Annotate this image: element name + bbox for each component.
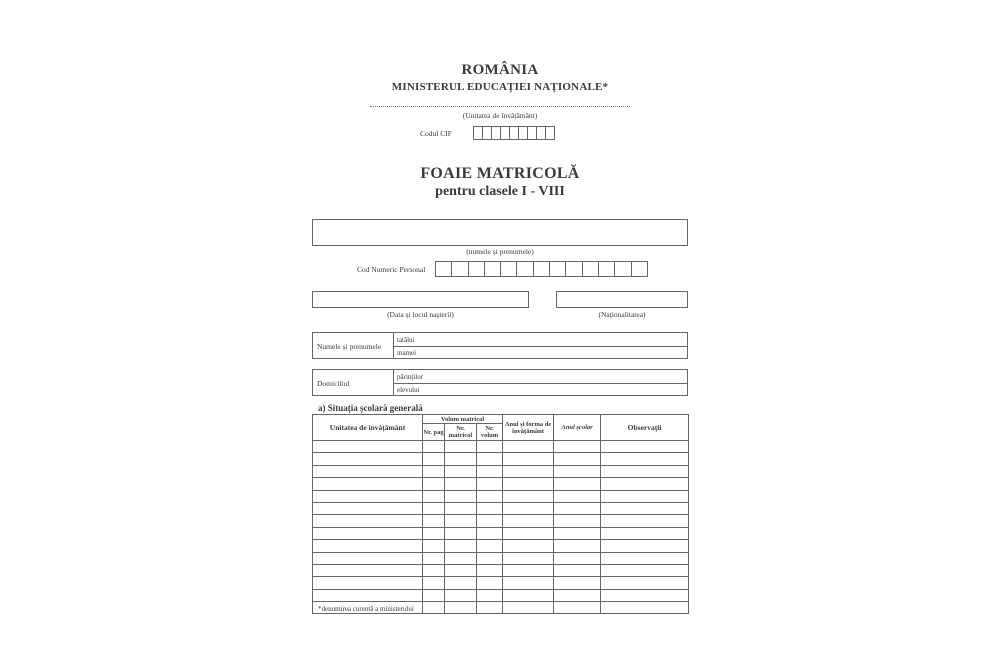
table-cell[interactable]	[601, 589, 689, 601]
table-cell[interactable]	[313, 577, 423, 589]
cnp-digit-box[interactable]	[516, 261, 533, 277]
table-cell[interactable]	[601, 527, 689, 539]
table-cell[interactable]	[601, 502, 689, 514]
country-heading: ROMÂNIA	[461, 62, 539, 78]
cnp-digit-box[interactable]	[435, 261, 452, 277]
table-cell[interactable]	[554, 589, 601, 601]
table-cell[interactable]	[477, 490, 503, 502]
col-register-header: Nr. matricol	[445, 424, 477, 441]
table-cell[interactable]	[423, 564, 445, 576]
table-cell[interactable]	[554, 577, 601, 589]
table-row	[313, 441, 689, 453]
table-cell[interactable]	[477, 564, 503, 576]
cnp-digit-box[interactable]	[598, 261, 615, 277]
col-page-header: Nr. pag	[423, 424, 445, 441]
table-cell[interactable]	[313, 490, 423, 502]
cnp-digit-box[interactable]	[565, 261, 582, 277]
table-cell[interactable]	[445, 465, 477, 477]
table-cell[interactable]	[313, 441, 423, 453]
table-cell[interactable]	[477, 453, 503, 465]
table-cell[interactable]	[601, 441, 689, 453]
cnp-digit-box[interactable]	[533, 261, 550, 277]
table-cell[interactable]	[445, 589, 477, 601]
table-row	[313, 515, 689, 527]
table-cell[interactable]	[423, 589, 445, 601]
table-cell[interactable]	[477, 602, 503, 614]
table-cell[interactable]	[445, 515, 477, 527]
student-name-field[interactable]	[312, 219, 688, 246]
table-cell[interactable]	[423, 577, 445, 589]
table-cell[interactable]	[601, 552, 689, 564]
table-cell[interactable]	[601, 577, 689, 589]
table-cell[interactable]	[477, 577, 503, 589]
table-cell[interactable]	[503, 540, 554, 552]
table-cell[interactable]	[423, 478, 445, 490]
table-cell[interactable]	[503, 478, 554, 490]
table-cell[interactable]	[313, 564, 423, 576]
school-situation-body	[313, 441, 689, 614]
nationality-caption: (Naționalitatea)	[598, 310, 646, 319]
table-cell[interactable]	[477, 552, 503, 564]
table-cell[interactable]	[313, 589, 423, 601]
cnp-digit-box[interactable]	[451, 261, 468, 277]
table-cell[interactable]	[554, 552, 601, 564]
table-cell[interactable]	[313, 552, 423, 564]
table-cell[interactable]	[503, 527, 554, 539]
student-domicile-field[interactable]: elevului	[397, 386, 420, 394]
col-volume-group-header: Volum matricol	[423, 415, 503, 424]
cnp-digit-box[interactable]	[631, 261, 648, 277]
student-name-caption: (numele și prenumele)	[466, 247, 534, 256]
parents-divider-h	[393, 346, 687, 347]
cif-boxes	[474, 126, 555, 140]
table-cell[interactable]	[423, 465, 445, 477]
cnp-digit-box[interactable]	[582, 261, 599, 277]
father-field[interactable]: tatălui	[397, 336, 415, 344]
cnp-digit-box[interactable]	[484, 261, 501, 277]
table-cell[interactable]	[601, 602, 689, 614]
parents-name-table	[312, 332, 688, 359]
table-cell[interactable]	[445, 552, 477, 564]
table-cell[interactable]	[445, 540, 477, 552]
table-row	[313, 527, 689, 539]
document-title: FOAIE MATRICOLĂ	[420, 165, 580, 182]
table-cell[interactable]	[477, 478, 503, 490]
table-cell[interactable]	[423, 602, 445, 614]
domicile-divider-h	[393, 383, 687, 384]
school-situation-table	[312, 414, 689, 614]
table-cell[interactable]	[554, 540, 601, 552]
table-cell[interactable]	[445, 564, 477, 576]
table-cell[interactable]	[445, 502, 477, 514]
table-cell[interactable]	[445, 577, 477, 589]
table-cell[interactable]	[503, 602, 554, 614]
cnp-digit-box[interactable]	[500, 261, 517, 277]
table-cell[interactable]	[503, 453, 554, 465]
cif-label: Codul CIF	[420, 129, 452, 138]
table-row	[313, 540, 689, 552]
mother-field[interactable]: mamei	[397, 349, 417, 357]
cnp-boxes	[436, 261, 648, 277]
table-cell[interactable]	[477, 540, 503, 552]
domicile-label: Domiciliul	[317, 379, 350, 388]
table-cell[interactable]	[313, 465, 423, 477]
table-cell[interactable]	[503, 465, 554, 477]
table-cell[interactable]	[554, 465, 601, 477]
table-cell[interactable]	[503, 515, 554, 527]
table-cell[interactable]	[445, 478, 477, 490]
table-cell[interactable]	[423, 552, 445, 564]
cnp-digit-box[interactable]	[614, 261, 631, 277]
table-row	[313, 478, 689, 490]
table-cell[interactable]	[554, 478, 601, 490]
table-row	[313, 453, 689, 465]
table-cell[interactable]	[554, 602, 601, 614]
table-cell[interactable]	[554, 502, 601, 514]
cnp-digit-box[interactable]	[468, 261, 485, 277]
cnp-label: Cod Numeric Personal	[357, 265, 426, 274]
school-unit-dotted-field[interactable]	[370, 106, 630, 107]
table-cell[interactable]	[313, 478, 423, 490]
table-cell[interactable]	[554, 564, 601, 576]
col-notes-header: Observații	[601, 415, 689, 441]
table-cell[interactable]	[601, 478, 689, 490]
table-cell[interactable]	[445, 441, 477, 453]
table-cell[interactable]	[477, 465, 503, 477]
section-title: a) Situația școlară generală	[318, 403, 423, 413]
table-cell[interactable]	[503, 552, 554, 564]
table-row	[313, 552, 689, 564]
table-cell[interactable]	[601, 564, 689, 576]
nationality-field[interactable]	[556, 291, 688, 308]
table-cell[interactable]	[423, 490, 445, 502]
school-unit-caption: (Unitatea de învățământ)	[462, 111, 538, 120]
cnp-digit-box[interactable]	[549, 261, 566, 277]
table-cell[interactable]	[423, 527, 445, 539]
table-cell[interactable]	[601, 465, 689, 477]
document-subtitle: pentru clasele I - VIII	[435, 184, 565, 199]
table-cell[interactable]	[601, 515, 689, 527]
domicile-table	[312, 369, 688, 396]
table-cell[interactable]	[554, 453, 601, 465]
table-cell[interactable]	[503, 502, 554, 514]
table-cell[interactable]	[503, 441, 554, 453]
table-cell[interactable]	[445, 453, 477, 465]
table-cell[interactable]	[313, 540, 423, 552]
table-cell[interactable]	[423, 540, 445, 552]
parents-domicile-field[interactable]: părinților	[397, 373, 424, 381]
table-row	[313, 502, 689, 514]
table-cell[interactable]	[477, 515, 503, 527]
col-unit-header: Unitatea de învățământ	[313, 415, 423, 441]
table-cell[interactable]	[477, 441, 503, 453]
table-row	[313, 465, 689, 477]
col-volume-header: Nr. volum	[477, 424, 503, 441]
table-row	[313, 589, 689, 601]
table-cell[interactable]	[554, 490, 601, 502]
table-cell[interactable]	[423, 453, 445, 465]
table-cell[interactable]	[503, 577, 554, 589]
table-cell[interactable]	[313, 527, 423, 539]
table-cell[interactable]	[554, 515, 601, 527]
table-row	[313, 564, 689, 576]
table-cell[interactable]	[503, 490, 554, 502]
table-cell[interactable]	[423, 502, 445, 514]
table-row	[313, 577, 689, 589]
table-cell[interactable]	[313, 453, 423, 465]
table-cell[interactable]	[423, 515, 445, 527]
table-cell[interactable]	[313, 502, 423, 514]
table-cell[interactable]	[477, 502, 503, 514]
table-cell[interactable]	[477, 527, 503, 539]
birth-field[interactable]	[312, 291, 529, 308]
col-year-form-header: Anul și forma de învățământ	[503, 415, 554, 441]
birth-caption: (Data și locul nașterii)	[387, 310, 454, 319]
table-cell[interactable]	[445, 490, 477, 502]
table-cell[interactable]	[503, 564, 554, 576]
table-row	[313, 490, 689, 502]
table-cell[interactable]	[601, 490, 689, 502]
table-cell[interactable]	[423, 441, 445, 453]
table-cell[interactable]	[503, 589, 554, 601]
cif-digit-box[interactable]	[545, 126, 555, 140]
table-cell[interactable]	[601, 453, 689, 465]
col-school-year-header: Anul școlar	[554, 415, 601, 441]
table-cell[interactable]	[554, 441, 601, 453]
table-cell[interactable]	[445, 527, 477, 539]
table-cell[interactable]	[554, 527, 601, 539]
footnote: *denumirea curentă a ministerului	[318, 605, 414, 613]
parents-label: Numele și prenumele	[317, 342, 382, 351]
ministry-heading: MINISTERUL EDUCAȚIEI NAȚIONALE*	[391, 81, 609, 93]
table-cell[interactable]	[477, 589, 503, 601]
table-cell[interactable]	[445, 602, 477, 614]
table-cell[interactable]	[601, 540, 689, 552]
table-cell[interactable]	[313, 515, 423, 527]
